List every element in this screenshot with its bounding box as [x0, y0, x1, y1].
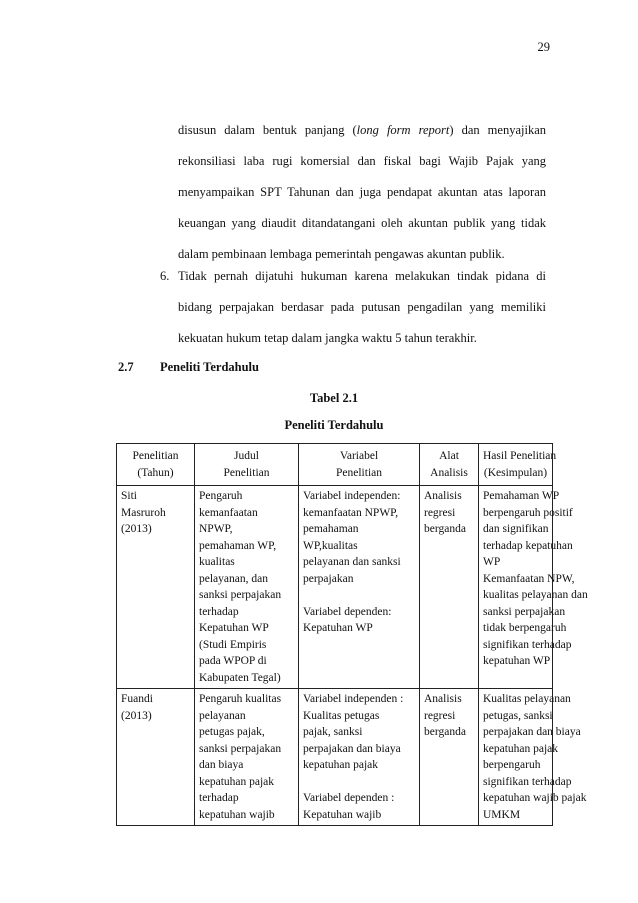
cell-line: kepatuhan WP — [483, 655, 551, 667]
cell-line: Variabel independen: — [303, 490, 401, 502]
page-number: 29 — [537, 40, 550, 54]
cell-line: Variabel dependen: — [303, 605, 392, 618]
cell-line: sanksi perpajakan — [483, 605, 566, 618]
cell-line: perpajakan dan biaya — [303, 742, 401, 755]
cell-gap — [303, 587, 415, 604]
cell-line: Siti — [121, 490, 137, 502]
cell-line: kepatuhan wajib pajak — [483, 792, 587, 804]
header-line: (Kesimpulan) — [483, 466, 548, 479]
section-number: 2.7 — [118, 360, 134, 374]
cell-line: dan biaya — [199, 759, 244, 771]
header-line: Variabel — [339, 450, 379, 462]
list-number: 6. — [160, 269, 170, 283]
table-header-cell — [299, 444, 420, 486]
cell-line: pemahaman WP, — [199, 539, 277, 552]
cell-line: pada WPOP di — [199, 655, 267, 667]
paragraph-line: dalam pembinaan lembaga pemerintah pengawas akuntan publik. — [178, 247, 505, 261]
cell-line: Analisis — [424, 490, 462, 502]
cell-line: Kemanfaatan NPW, — [483, 572, 575, 585]
table-cell — [299, 689, 420, 826]
cell-line: terhadap — [199, 605, 239, 618]
cell-line: kepatuhan wajib — [199, 808, 275, 821]
cell-line: kemanfaatan NPWP, — [303, 506, 399, 519]
research-table — [116, 443, 588, 826]
table-header-row — [117, 444, 553, 486]
table-row — [117, 689, 553, 826]
cell-line: (2013) — [121, 709, 152, 722]
cell-line: petugas pajak, — [199, 726, 265, 738]
cell-line: kepatuhan pajak — [303, 759, 379, 771]
cell-line: pemahaman — [303, 523, 359, 535]
table-cell — [479, 689, 587, 826]
cell-line: (2013) — [121, 523, 152, 535]
paragraph-line: menyampaikan SPT Tahunan dan juga pendapat akuntan atas laporan — [178, 185, 546, 199]
cell-line: sanksi perpajakan — [199, 742, 282, 755]
cell-line: Pemahaman WP — [483, 490, 560, 502]
cell-line: perpajakan — [303, 572, 354, 585]
cell-line: terhadap kepatuhan — [483, 539, 573, 552]
list-item-line: bidang perpajakan berdasar pada putusan pengadilan yang memiliki — [178, 300, 546, 314]
cell-line: kepatuhan pajak — [483, 742, 559, 755]
cell-line: Variabel dependen : — [303, 792, 395, 804]
cell-line: sanksi perpajakan — [199, 589, 282, 601]
table-cell — [420, 689, 479, 826]
table-header-cell — [195, 444, 299, 486]
paragraph-line: rekonsiliasi laba rugi komersial dan fiskal bagi Wajib Pajak yang — [178, 154, 546, 168]
cell-line: Kualitas petugas — [303, 709, 380, 722]
table-title: Peneliti Terdahulu — [284, 418, 384, 432]
cell-line: Variabel independen : — [303, 693, 404, 705]
table-cell — [195, 486, 299, 689]
cell-line: Kabupaten Tegal) — [199, 671, 281, 684]
header-line: (Tahun) — [137, 466, 174, 479]
header-line: Penelitian — [336, 466, 382, 479]
table-header-cell — [117, 444, 195, 486]
header-line: Penelitian — [132, 450, 179, 462]
cell-line: berpengaruh — [483, 759, 541, 771]
section-title: Peneliti Terdahulu — [160, 360, 259, 374]
cell-line: berganda — [424, 523, 466, 535]
table-cell — [479, 486, 588, 689]
cell-line: Pengaruh kualitas — [199, 693, 282, 705]
cell-line: WP,kualitas — [303, 539, 358, 552]
list-item-line: Tidak pernah dijatuhi hukuman karena melakukan tindak pidana di — [178, 269, 546, 283]
cell-line: UMKM — [483, 808, 521, 821]
cell-line: pelayanan dan sanksi — [303, 556, 401, 568]
table-cell — [299, 486, 420, 689]
cell-line: Masruroh — [121, 506, 166, 519]
table-row — [117, 486, 553, 689]
header-line: Analisis — [430, 466, 468, 479]
cell-line: pajak, sanksi — [303, 726, 363, 738]
header-line: Penelitian — [223, 466, 270, 479]
table-cell — [117, 689, 195, 826]
cell-line: pelayanan — [199, 709, 246, 722]
paragraph-line: disusun dalam bentuk panjang (long form report) dan menyajikan — [178, 123, 547, 137]
table-cell — [117, 486, 195, 689]
cell-line: berganda — [424, 726, 466, 738]
cell-line: NPWP, — [199, 523, 233, 535]
cell-line: Fuandi — [121, 693, 153, 705]
cell-line: Analisis — [424, 693, 462, 705]
cell-line: signifikan terhadap — [483, 775, 572, 788]
cell-line: dan signifikan — [483, 523, 549, 535]
cell-line: Kepatuhan wajib — [303, 808, 382, 821]
cell-line: regresi — [424, 506, 456, 519]
cell-line: signifikan terhadap — [483, 638, 572, 651]
table-header-cell — [479, 444, 557, 486]
header-line: Alat — [439, 450, 459, 462]
cell-line: kualitas pelayanan dan — [483, 589, 588, 601]
table-cell — [420, 486, 479, 689]
cell-line: Pengaruh — [199, 490, 243, 502]
table-header-cell — [420, 444, 479, 486]
cell-line: petugas, sanksi — [483, 709, 553, 722]
cell-line: kualitas — [199, 556, 235, 568]
cell-line: (Studi Empiris — [199, 638, 267, 651]
cell-line: Kualitas pelayanan — [483, 693, 571, 705]
cell-line: WP — [483, 556, 501, 568]
cell-line: Kepatuhan WP — [303, 622, 373, 634]
cell-gap — [303, 774, 415, 791]
cell-line: kepatuhan pajak — [199, 775, 275, 788]
header-line: Hasil Penelitian — [483, 450, 557, 462]
cell-line: pelayanan, dan — [199, 572, 268, 585]
cell-line: perpajakan dan biaya — [483, 726, 581, 738]
paragraph-line: keuangan yang diaudit ditandatangani oleh akuntan publik yang tidak — [178, 216, 546, 230]
cell-line: kemanfaatan — [199, 506, 258, 519]
header-line: Judul — [234, 450, 259, 462]
cell-line: regresi — [424, 709, 456, 722]
cell-line: tidak berpengaruh — [483, 622, 567, 634]
cell-line: berpengaruh positif — [483, 506, 573, 519]
list-item-line: kekuatan hukum tetap dalam jangka waktu 5 tahun terakhir. — [178, 331, 477, 345]
table-label: Tabel 2.1 — [309, 391, 359, 405]
table-cell — [195, 689, 299, 826]
cell-line: Kepatuhan WP — [199, 622, 269, 634]
cell-line: terhadap — [199, 792, 239, 804]
